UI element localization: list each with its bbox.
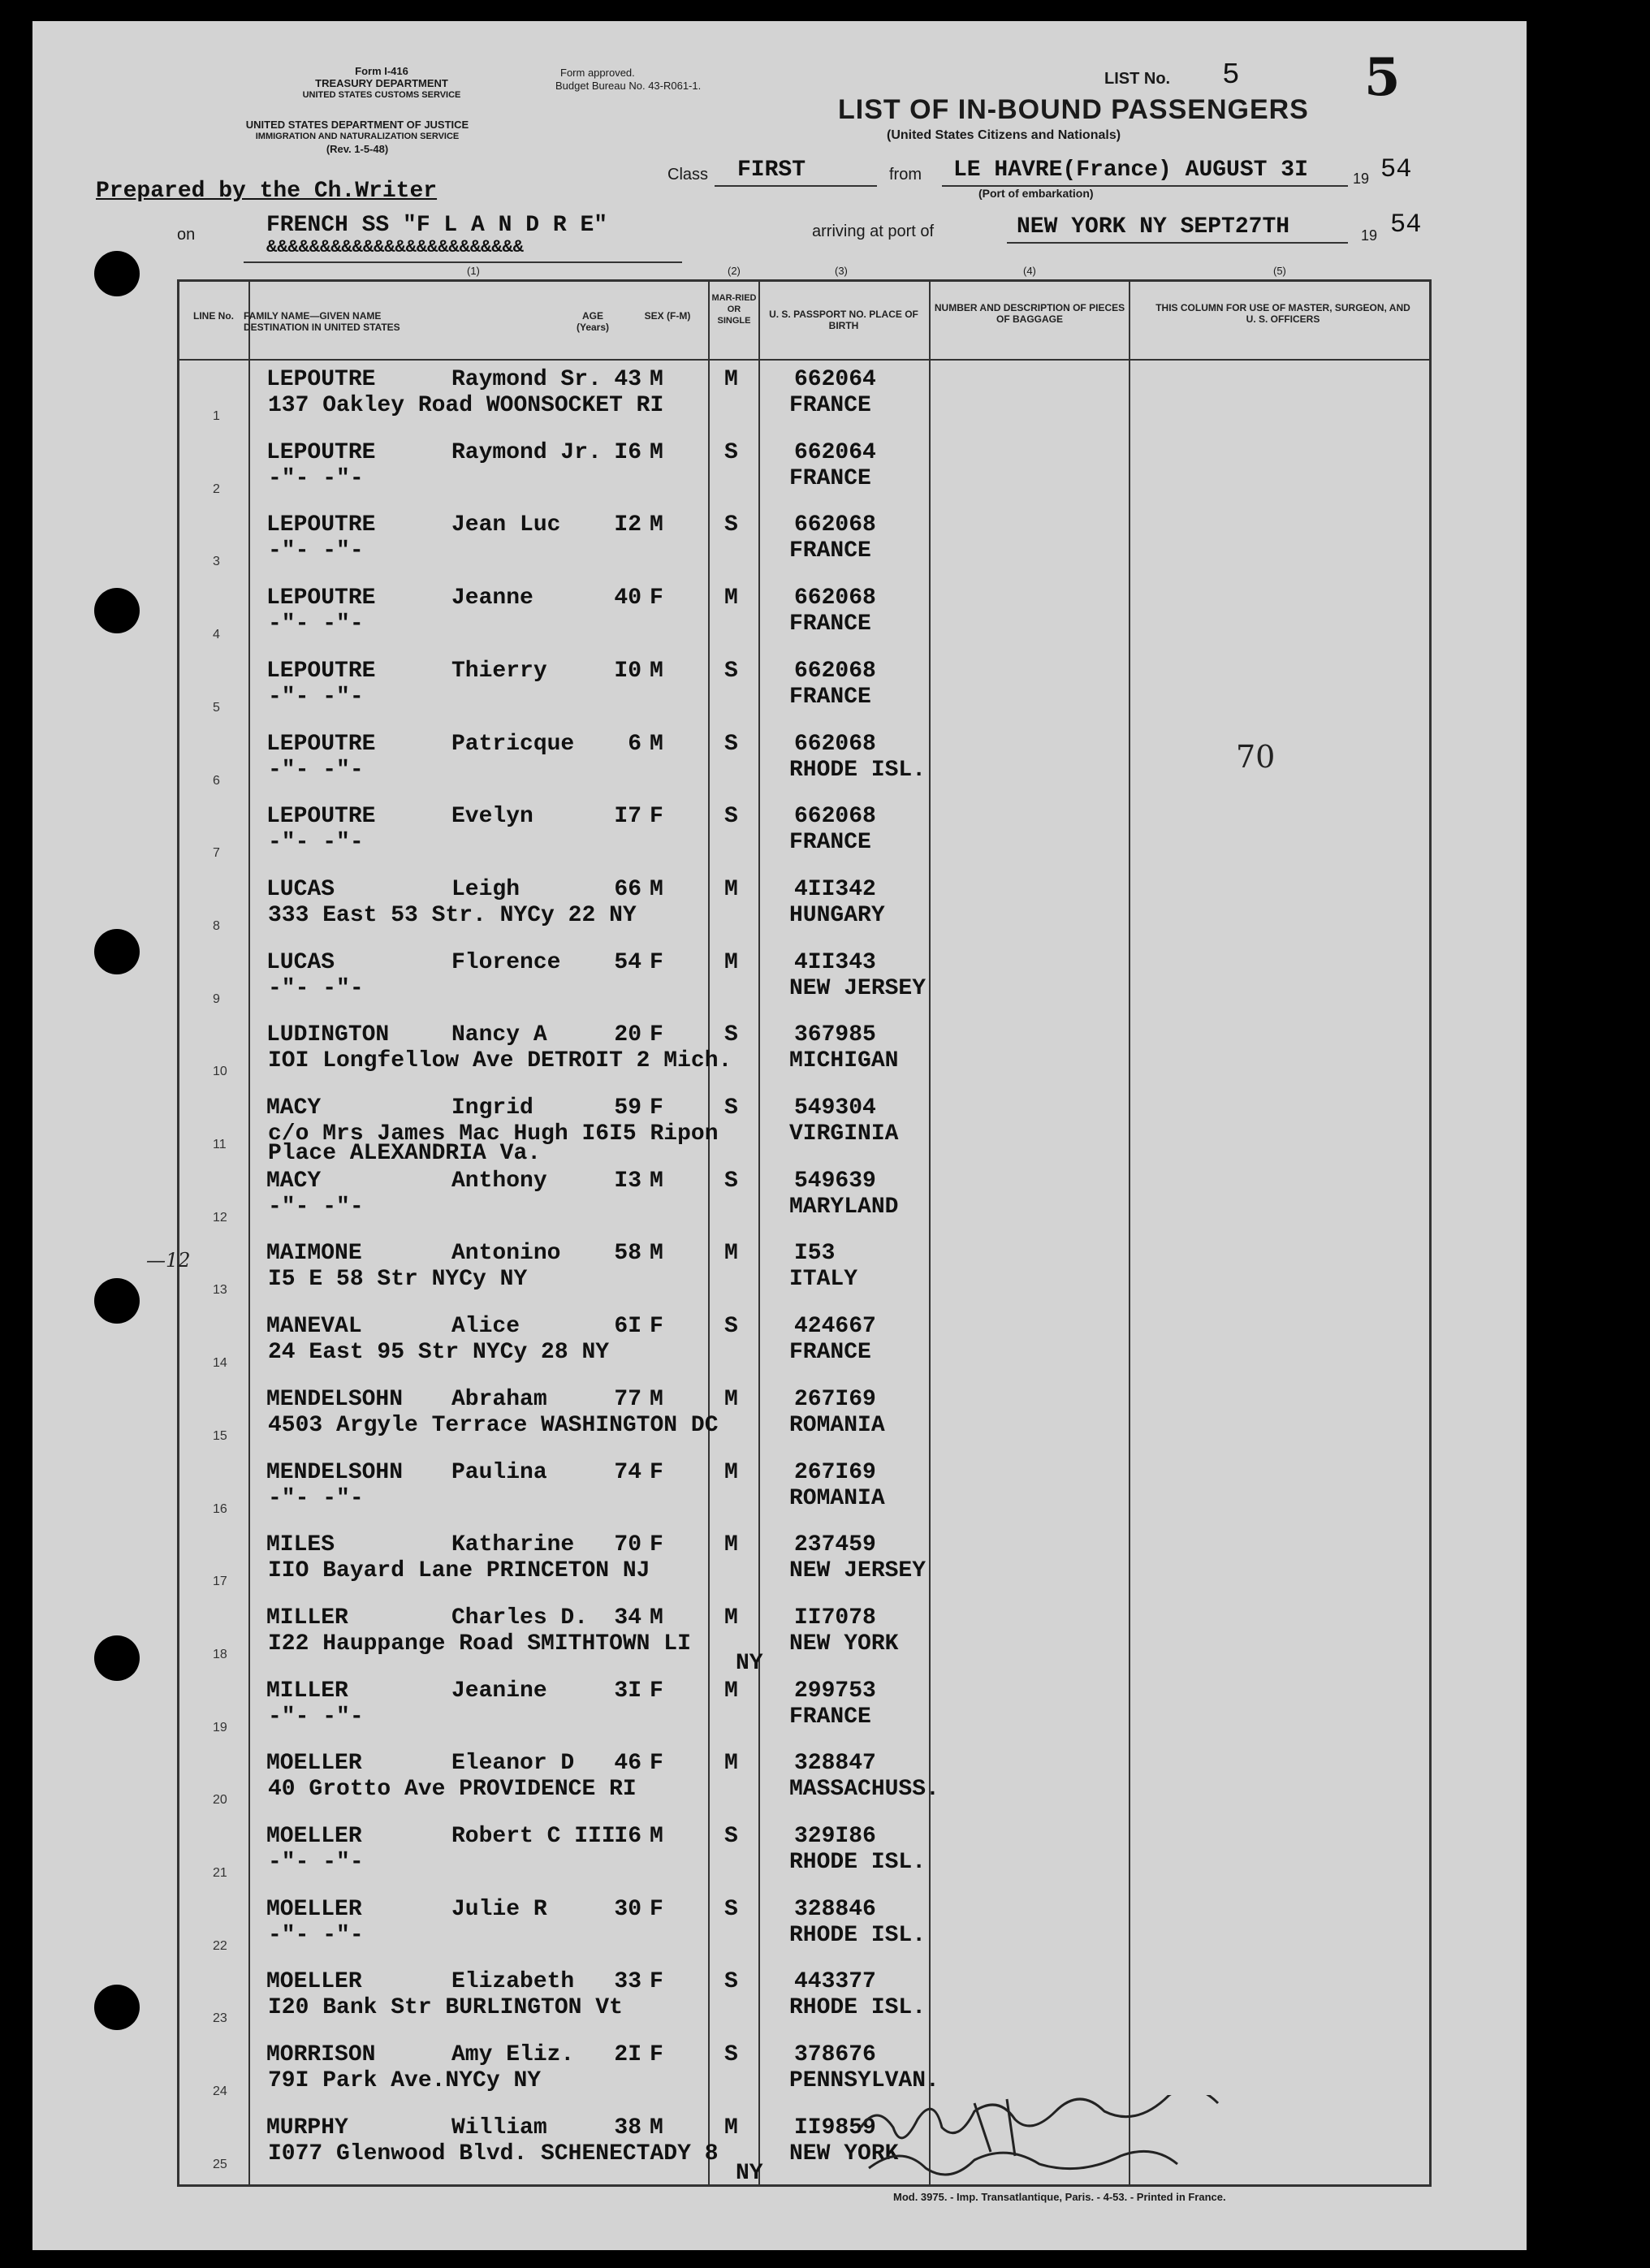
year-suffix: 54	[1380, 154, 1412, 184]
line-number: 12	[213, 1211, 227, 1225]
line-number: 20	[213, 1793, 227, 1807]
line-number: 4	[213, 628, 220, 642]
col-header-baggage: NUMBER AND DESCRIPTION OF PIECES OF BAGGAGE	[934, 302, 1125, 325]
line-number: 21	[213, 1866, 227, 1880]
surname: LEPOUTRE	[266, 659, 376, 684]
line-number: 9	[213, 992, 220, 1006]
passport-number: 328846	[794, 1897, 876, 1922]
line-number: 5	[213, 701, 220, 715]
line-number: 24	[213, 2084, 227, 2098]
marital-status: M	[724, 950, 738, 975]
destination: 333 East 53 Str. NYCy 22 NY	[268, 903, 637, 928]
surname: MORRISON	[266, 2042, 376, 2067]
passport-number: 267I69	[794, 1460, 876, 1485]
sex: M	[650, 1387, 663, 1412]
given-name: Amy Eliz.	[451, 2042, 575, 2067]
margin-mark: —12	[146, 1249, 191, 1272]
col-num-4: (4)	[1023, 265, 1036, 277]
surname: MILES	[266, 1532, 335, 1557]
marital-status: S	[724, 1897, 738, 1922]
class-label: Class	[667, 166, 709, 184]
line-number: 19	[213, 1721, 227, 1734]
manifest-page	[32, 21, 1527, 2250]
given-name: Leigh	[451, 877, 520, 902]
passport-number: 662068	[794, 732, 876, 757]
place-of-birth: ROMANIA	[789, 1486, 885, 1511]
age: 30	[614, 1897, 641, 1922]
passport-number: 328847	[794, 1751, 876, 1776]
destination: 79I Park Ave.NYCy NY	[268, 2068, 542, 2093]
line-number: 8	[213, 919, 220, 933]
line-number: 10	[213, 1065, 227, 1078]
col-header-age: AGE (Years)	[576, 310, 610, 333]
ship-underline	[244, 261, 682, 263]
passport-number: 424667	[794, 1314, 876, 1339]
place-of-birth: MICHIGAN	[789, 1048, 899, 1074]
surname: MILLER	[266, 1678, 348, 1704]
passport-number: 443377	[794, 1969, 876, 1994]
sex: F	[650, 2042, 663, 2067]
line-number: 25	[213, 2158, 227, 2171]
punch-hole	[94, 251, 140, 296]
form-number: Form I-416	[355, 65, 408, 77]
destination: -"- -"-	[268, 1704, 364, 1730]
ship-strikeout: &&&&&&&&&&&&&&&&&&&&&&&&	[266, 237, 524, 257]
col-divider-lineno	[248, 279, 250, 2187]
passport-number: 662068	[794, 804, 876, 829]
table-header-border	[177, 359, 1431, 361]
destination: -"- -"-	[268, 538, 364, 564]
destination-state: NY	[736, 1651, 763, 1676]
surname: MOELLER	[266, 1751, 362, 1776]
revision: (Rev. 1-5-48)	[326, 143, 389, 155]
marital-status: M	[724, 877, 738, 902]
class-value: FIRST	[737, 158, 806, 183]
punch-hole	[94, 1635, 140, 1681]
col-header-line-no: LINE No.	[193, 310, 234, 322]
prepared-by: Prepared by the Ch.Writer	[96, 179, 438, 204]
col-divider-baggage	[1129, 279, 1130, 2187]
col-header-family: FAMILY NAME—GIVEN NAME	[244, 310, 382, 322]
given-name: Robert C III	[451, 1824, 616, 1849]
line-number: 2	[213, 482, 220, 496]
sex: F	[650, 1678, 663, 1704]
destination: 4503 Argyle Terrace WASHINGTON DC	[268, 1413, 719, 1438]
budget-bureau: Budget Bureau No. 43-R061-1.	[555, 80, 702, 92]
passport-number: 299753	[794, 1678, 876, 1704]
sex: M	[650, 1241, 663, 1266]
embark-caption: (Port of embarkation)	[978, 187, 1094, 200]
surname: MILLER	[266, 1605, 348, 1631]
justice-dept: UNITED STATES DEPARTMENT OF JUSTICE	[245, 119, 469, 131]
footer-printer: Mod. 3975. - Imp. Transatlantique, Paris. - 4-53. - Printed in France.	[893, 2191, 1226, 2203]
on-label: on	[177, 226, 196, 244]
page-corner-number: 5	[1364, 47, 1401, 108]
passport-number: 549304	[794, 1095, 876, 1121]
given-name: Eleanor D	[451, 1751, 575, 1776]
line-number: 14	[213, 1356, 227, 1370]
destination: IOI Longfellow Ave DETROIT 2 Mich.	[268, 1048, 732, 1074]
destination: I22 Hauppange Road SMITHTOWN LI	[268, 1631, 691, 1657]
line-number: 11	[213, 1138, 227, 1151]
col-num-2: (2)	[728, 265, 741, 277]
surname: MOELLER	[266, 1824, 362, 1849]
sex: M	[650, 1824, 663, 1849]
destination: -"- -"-	[268, 1194, 364, 1220]
col-num-3: (3)	[835, 265, 848, 277]
destination: 137 Oakley Road WOONSOCKET RI	[268, 393, 664, 418]
destination: -"- -"-	[268, 1923, 364, 1948]
punch-hole	[94, 929, 140, 974]
passport-number: 662064	[794, 367, 876, 392]
age: 33	[614, 1969, 641, 1994]
age: 43	[614, 367, 641, 392]
sex: F	[650, 1969, 663, 1994]
surname: LEPOUTRE	[266, 732, 376, 757]
passport-number: 267I69	[794, 1387, 876, 1412]
line-number: 1	[213, 409, 220, 423]
officer-mark: 70	[1236, 739, 1276, 775]
destination: I5 E 58 Str NYCy NY	[268, 1267, 528, 1292]
table-top-border	[177, 279, 1431, 282]
surname: MENDELSOHN	[266, 1387, 404, 1412]
place-of-birth: FRANCE	[789, 1340, 871, 1365]
sex: M	[650, 2115, 663, 2141]
line-number: 13	[213, 1283, 227, 1297]
surname: MANEVAL	[266, 1314, 362, 1339]
place-of-birth: FRANCE	[789, 1704, 871, 1730]
line-number: 3	[213, 555, 220, 568]
given-name: Raymond Sr.	[451, 367, 602, 392]
line-number: 16	[213, 1502, 227, 1516]
sex: F	[650, 1897, 663, 1922]
destination: -"- -"-	[268, 1486, 364, 1511]
surname: LUCAS	[266, 877, 335, 902]
document-subtitle: (United States Citizens and Nationals)	[887, 128, 1121, 142]
place-of-birth: RHODE ISL.	[789, 1995, 927, 2020]
arriving-label: arriving at port of	[812, 222, 935, 240]
line-number: 22	[213, 1939, 227, 1953]
passport-number: 378676	[794, 2042, 876, 2067]
surname: MACY	[266, 1169, 322, 1194]
age: 2I	[614, 2042, 641, 2067]
age: 74	[614, 1460, 641, 1485]
surname: LEPOUTRE	[266, 512, 376, 538]
passport-number: I53	[794, 1241, 836, 1266]
place-of-birth: NEW JERSEY	[789, 1558, 927, 1583]
sex: F	[650, 1022, 663, 1048]
age: I6	[614, 1824, 641, 1849]
place-of-birth: RHODE ISL.	[789, 1923, 927, 1948]
age: 3I	[614, 1678, 641, 1704]
marital-status: S	[724, 1969, 738, 1994]
sex: M	[650, 367, 663, 392]
marital-status: M	[724, 1241, 738, 1266]
age: I7	[614, 804, 641, 829]
place-of-birth: MARYLAND	[789, 1194, 899, 1220]
from-label: from	[889, 166, 922, 184]
treasury-dept: TREASURY DEPARTMENT	[315, 77, 448, 89]
place-of-birth: FRANCE	[789, 538, 871, 564]
given-name: Thierry	[451, 659, 547, 684]
line-number: 17	[213, 1575, 227, 1588]
surname: LUCAS	[266, 950, 335, 975]
age: 40	[614, 585, 641, 611]
passport-number: 662064	[794, 440, 876, 465]
destination: -"- -"-	[268, 758, 364, 783]
arrival-year-suffix: 54	[1390, 210, 1422, 240]
age: 58	[614, 1241, 641, 1266]
destination: I20 Bank Str BURLINGTON Vt	[268, 1995, 623, 2020]
destination: -"- -"-	[268, 466, 364, 491]
sex: F	[650, 804, 663, 829]
sex: M	[650, 659, 663, 684]
place-of-birth: NEW JERSEY	[789, 976, 927, 1001]
marital-status: S	[724, 512, 738, 538]
sex: F	[650, 1460, 663, 1485]
given-name: Elizabeth	[451, 1969, 575, 1994]
arrival-underline	[1007, 242, 1348, 244]
given-name: Abraham	[451, 1387, 547, 1412]
place-of-birth: FRANCE	[789, 466, 871, 491]
surname: LEPOUTRE	[266, 440, 376, 465]
marital-status: M	[724, 1678, 738, 1704]
place-of-birth: RHODE ISL.	[789, 758, 927, 783]
sex: F	[650, 1095, 663, 1121]
age: I0	[614, 659, 641, 684]
sex: M	[650, 877, 663, 902]
marital-status: S	[724, 732, 738, 757]
given-name: Ingrid	[451, 1095, 533, 1121]
surname: MOELLER	[266, 1969, 362, 1994]
given-name: Patricque	[451, 732, 575, 757]
year-prefix: 19	[1353, 171, 1370, 187]
punch-hole	[94, 1278, 140, 1324]
table-right-border	[1429, 279, 1432, 2187]
age: 38	[614, 2115, 641, 2141]
list-number: 5	[1222, 58, 1240, 92]
destination: 40 Grotto Ave PROVIDENCE RI	[268, 1777, 637, 1802]
passport-number: 4II343	[794, 950, 876, 975]
passport-number: 662068	[794, 512, 876, 538]
surname: MAIMONE	[266, 1241, 362, 1266]
marital-status: M	[724, 1605, 738, 1631]
marital-status: M	[724, 2115, 738, 2141]
destination: -"- -"-	[268, 685, 364, 710]
given-name: Jeanine	[451, 1678, 547, 1704]
sex: F	[650, 1751, 663, 1776]
ins-service: IMMIGRATION AND NATURALIZATION SERVICE	[255, 132, 460, 141]
officer-signature	[844, 2095, 1267, 2192]
ship-name: FRENCH SS "F L A N D R E"	[266, 213, 608, 238]
destination: c/o Mrs James Mac Hugh I6I5 Ripon	[268, 1121, 719, 1147]
given-name: Florence	[451, 950, 561, 975]
col-header-passport: U. S. PASSPORT NO. PLACE OF BIRTH	[769, 309, 918, 331]
col-divider-name	[708, 279, 710, 2187]
passport-number: II9859	[794, 2115, 876, 2141]
col-header-married: MAR-RIED OR SINGLE	[711, 293, 757, 326]
destination: -"- -"-	[268, 1850, 364, 1875]
passport-number: 662068	[794, 659, 876, 684]
given-name: William	[451, 2115, 547, 2141]
given-name: Alice	[451, 1314, 520, 1339]
marital-status: S	[724, 2042, 738, 2067]
destination-line2: Place ALEXANDRIA Va.	[268, 1141, 542, 1166]
sex: M	[650, 732, 663, 757]
col-divider-passport	[929, 279, 931, 2187]
passport-number: 549639	[794, 1169, 876, 1194]
given-name: Jeanne	[451, 585, 533, 611]
from-value: LE HAVRE(France) AUGUST 3I	[953, 158, 1308, 183]
marital-status: M	[724, 1532, 738, 1557]
sex: F	[650, 950, 663, 975]
age: 70	[614, 1532, 641, 1557]
age: 34	[614, 1605, 641, 1631]
marital-status: S	[724, 1022, 738, 1048]
sex: F	[650, 1532, 663, 1557]
marital-status: M	[724, 367, 738, 392]
arrival-value: NEW YORK NY SEPT27TH	[1017, 214, 1290, 240]
marital-status: S	[724, 1824, 738, 1849]
age: 6I	[614, 1314, 641, 1339]
age: 20	[614, 1022, 641, 1048]
given-name: Evelyn	[451, 804, 533, 829]
class-underline	[715, 185, 877, 187]
form-approved: Form approved.	[560, 67, 635, 79]
surname: MACY	[266, 1095, 322, 1121]
marital-status: S	[724, 659, 738, 684]
sex: F	[650, 1314, 663, 1339]
given-name: Antonino	[451, 1241, 561, 1266]
marital-status: M	[724, 1387, 738, 1412]
given-name: Paulina	[451, 1460, 547, 1485]
col-header-destination: DESTINATION IN UNITED STATES	[244, 322, 400, 333]
given-name: Charles D.	[451, 1605, 589, 1631]
place-of-birth: ROMANIA	[789, 1413, 885, 1438]
marital-status: M	[724, 585, 738, 611]
passport-number: II7078	[794, 1605, 876, 1631]
passport-number: 367985	[794, 1022, 876, 1048]
destination: -"- -"-	[268, 830, 364, 855]
age: I2	[614, 512, 641, 538]
place-of-birth: ITALY	[789, 1267, 858, 1292]
age: 46	[614, 1751, 641, 1776]
passport-number: 329I86	[794, 1824, 876, 1849]
customs-service: UNITED STATES CUSTOMS SERVICE	[302, 90, 461, 100]
document-title: LIST OF IN-BOUND PASSENGERS	[838, 94, 1309, 125]
age: 54	[614, 950, 641, 975]
given-name: Julie R	[451, 1897, 547, 1922]
place-of-birth: RHODE ISL.	[789, 1850, 927, 1875]
marital-status: M	[724, 1460, 738, 1485]
sex: F	[650, 585, 663, 611]
marital-status: M	[724, 1751, 738, 1776]
place-of-birth: HUNGARY	[789, 903, 885, 928]
age: 59	[614, 1095, 641, 1121]
surname: MOELLER	[266, 1897, 362, 1922]
destination-state: NY	[736, 2161, 763, 2186]
list-label: LIST No.	[1104, 70, 1171, 88]
place-of-birth: PENNSYLVAN.	[789, 2068, 939, 2093]
given-name: Katharine	[451, 1532, 575, 1557]
given-name: Jean Luc	[451, 512, 561, 538]
age: 66	[614, 877, 641, 902]
place-of-birth: FRANCE	[789, 393, 871, 418]
age: I6	[614, 440, 641, 465]
place-of-birth: NEW YORK	[789, 2141, 899, 2166]
surname: LUDINGTON	[266, 1022, 390, 1048]
destination: -"- -"-	[268, 611, 364, 637]
sex: M	[650, 440, 663, 465]
marital-status: S	[724, 1314, 738, 1339]
sex: M	[650, 1169, 663, 1194]
given-name: Anthony	[451, 1169, 547, 1194]
line-number: 6	[213, 774, 220, 788]
col-header-officers: THIS COLUMN FOR USE OF MASTER, SURGEON, AND U. S. OFFICERS	[1155, 302, 1410, 325]
place-of-birth: FRANCE	[789, 611, 871, 637]
place-of-birth: MASSACHUSS.	[789, 1777, 939, 1802]
destination: 24 East 95 Str NYCy 28 NY	[268, 1340, 610, 1365]
given-name: Raymond Jr.	[451, 440, 602, 465]
col-num-5: (5)	[1273, 265, 1286, 277]
passport-number: 237459	[794, 1532, 876, 1557]
destination: I077 Glenwood Blvd. SCHENECTADY 8	[268, 2141, 719, 2166]
punch-hole	[94, 588, 140, 633]
line-number: 7	[213, 846, 220, 860]
given-name: Nancy A	[451, 1022, 547, 1048]
col-header-sex: SEX (F-M)	[644, 310, 691, 322]
age: I3	[614, 1169, 641, 1194]
sex: M	[650, 1605, 663, 1631]
surname: MENDELSOHN	[266, 1460, 404, 1485]
surname: MURPHY	[266, 2115, 348, 2141]
passport-number: 4II342	[794, 877, 876, 902]
line-number: 23	[213, 2011, 227, 2025]
marital-status: S	[724, 440, 738, 465]
col-num-1: (1)	[467, 265, 480, 277]
place-of-birth: NEW YORK	[789, 1631, 899, 1657]
punch-hole	[94, 1985, 140, 2030]
surname: LEPOUTRE	[266, 804, 376, 829]
place-of-birth: FRANCE	[789, 685, 871, 710]
surname: LEPOUTRE	[266, 367, 376, 392]
destination: -"- -"-	[268, 976, 364, 1001]
place-of-birth: VIRGINIA	[789, 1121, 899, 1147]
sex: M	[650, 512, 663, 538]
surname: LEPOUTRE	[266, 585, 376, 611]
place-of-birth: FRANCE	[789, 830, 871, 855]
passport-number: 662068	[794, 585, 876, 611]
marital-status: S	[724, 804, 738, 829]
age: 6	[628, 732, 641, 757]
marital-status: S	[724, 1169, 738, 1194]
destination: IIO Bayard Lane PRINCETON NJ	[268, 1558, 650, 1583]
line-number: 18	[213, 1648, 227, 1661]
arrival-year-prefix: 19	[1361, 227, 1378, 244]
age: 77	[614, 1387, 641, 1412]
line-number: 15	[213, 1429, 227, 1443]
table-left-border	[177, 279, 179, 2187]
marital-status: S	[724, 1095, 738, 1121]
col-divider-married	[758, 279, 760, 2187]
